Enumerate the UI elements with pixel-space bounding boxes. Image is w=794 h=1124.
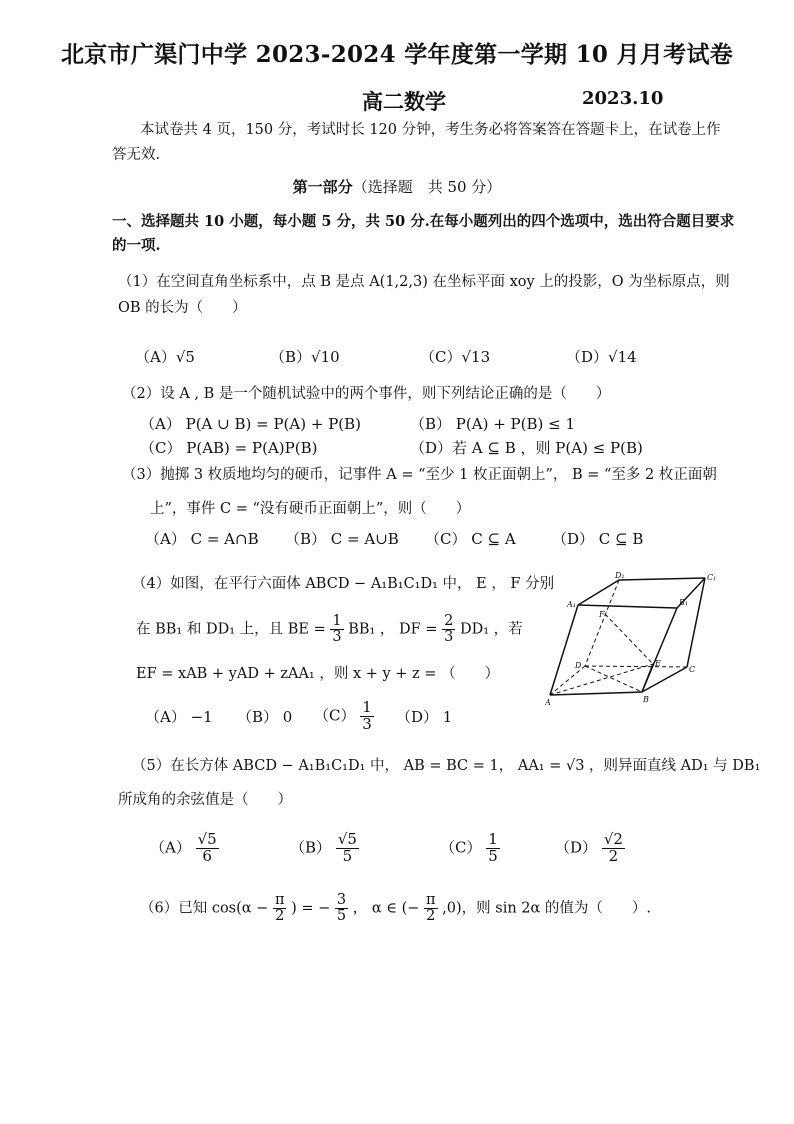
q3-option-a: （A） C = A∩B (145, 530, 259, 548)
q4-stem-2-mid: BB₁ ， DF = (348, 621, 438, 638)
fraction-numerator: π (426, 892, 436, 908)
label-f: F (599, 610, 605, 619)
q5-stem-1: （5）在长方体 ABCD − A₁B₁C₁D₁ 中， AB = BC = 1， AA₁ = √3 ，则异面直线 AD₁ 与 DB₁ (132, 758, 761, 774)
q4-fraction-two-thirds (442, 614, 455, 645)
q5-option-a-label: （A） (150, 838, 191, 857)
q2-stem: （2）设 A , B 是一个随机试验中的两个事件，则下列结论正确的是（ ） (122, 386, 611, 402)
q5-option-c-fraction (486, 832, 500, 865)
q1-option-a: （A）√5 (135, 348, 195, 366)
q4-stem-2 (136, 614, 523, 645)
q3-option-d: （D） C ⊆ B (552, 530, 644, 548)
q5-option-d-label: （D） (555, 838, 598, 857)
fraction-numerator: 3 (336, 892, 347, 908)
q2-option-c: （C） P(AB) = P(A)P(B) (140, 439, 318, 457)
q6-stem-mid2: ， α ∈ (− (352, 900, 420, 917)
q3-stem-2: 上”，事件 C = “没有硬币正面朝上”，则（ ） (150, 501, 471, 517)
q6-stem-pre: （6）已知 cos(α − (140, 900, 269, 917)
exam-title: 北京市广渠门中学 2023-2024 学年度第一学期 10 月月考试卷 (60, 41, 734, 68)
section-instruction-2: 的一项. (112, 237, 161, 254)
fraction-denominator: 2 (608, 846, 619, 865)
q4-option-b: （B） 0 (237, 708, 293, 726)
q5-stem-2: 所成角的余弦值是（ ） (118, 792, 292, 808)
fraction-denominator: 5 (336, 908, 347, 925)
label-b: B (643, 695, 649, 704)
q5-option-c (440, 832, 500, 865)
q1-stem-2: OB 的长为（ ） (118, 300, 247, 316)
fraction-numerator: √2 (603, 830, 623, 848)
q5-option-b-fraction (336, 832, 359, 865)
part-title: 第一部分 (292, 178, 353, 196)
q1-option-c: （C）√13 (420, 348, 491, 366)
q1-option-d: （D）√14 (566, 348, 637, 366)
fraction-denominator: 5 (488, 846, 498, 865)
subject-title: 高二数学 (362, 89, 446, 114)
q3-option-c: （C） C ⊆ A (425, 530, 516, 548)
q6-fraction-pi-over-2 (273, 893, 287, 924)
fraction-numerator: π (274, 892, 285, 908)
q2-option-d: （D）若 A ⊆ B ，则 P(A) ≤ P(B) (410, 439, 643, 457)
fraction-denominator: 2 (275, 908, 285, 925)
q6-fraction-pi-over-2-b (424, 893, 438, 924)
q3-option-b: （B） C = A∪B (285, 530, 399, 548)
exam-date: 2023.10 (582, 88, 664, 109)
label-c1: C₁ (707, 573, 717, 582)
q5-option-d (555, 832, 625, 865)
fraction-denominator: 2 (426, 908, 436, 925)
q5-option-a (150, 832, 219, 865)
label-a1: A₁ (567, 600, 576, 609)
fraction-numerator: 1 (488, 830, 498, 848)
label-c: C (689, 665, 696, 674)
q4-option-c (314, 700, 374, 733)
fraction-numerator: 1 (362, 698, 372, 716)
fraction-denominator: 3 (332, 629, 342, 646)
label-e: E (655, 659, 661, 668)
q6-fraction-3-over-5 (335, 893, 348, 924)
label-d1: D₁ (615, 572, 625, 580)
label-a: A (545, 698, 551, 707)
q6-stem-post: ,0)，则 sin 2α 的值为（ ）. (442, 900, 652, 917)
section-instruction-1: 一、选择题共 10 小题，每小题 5 分，共 50 分.在每小题列出的四个选项中，选出符合题目要求 (112, 213, 735, 230)
fraction-denominator: 3 (362, 714, 372, 733)
label-d: D (575, 661, 582, 670)
intro-line-2: 答无效. (112, 147, 161, 163)
q4-stem-3: EF = xAB + yAD + zAA₁ ，则 x + y + z = （ ） (136, 666, 500, 682)
q4-stem-1: （4）如图，在平行六面体 ABCD − A₁B₁C₁D₁ 中， E ， F 分别 (132, 576, 555, 592)
fraction-numerator: √5 (337, 830, 357, 848)
fraction-numerator: 1 (332, 613, 342, 629)
parallelepiped-diagram (545, 572, 720, 712)
q1-stem-1: （1）在空间直角坐标系中，点 B 是点 A(1,2,3) 在坐标平面 xoy 上的投影，O 为坐标原点，则 (118, 274, 730, 290)
q5-option-c-label: （C） (440, 838, 482, 857)
fraction-denominator: 3 (444, 629, 454, 646)
q2-option-a: （A） P(A ∪ B) = P(A) + P(B) (140, 415, 362, 433)
intro-line-1: 本试卷共 4 页，150 分，考试时长 120 分钟，考生务必将答案答在答题卡上，在试卷上作 (140, 122, 721, 138)
q4-option-c-label: （C） (314, 706, 356, 725)
q4-stem-2-pre: 在 BB₁ 和 DD₁ 上，且 BE = (136, 621, 326, 638)
q5-option-a-fraction (196, 832, 219, 865)
fraction-denominator: 6 (202, 846, 212, 865)
q2-option-b: （B） P(A) + P(B) ≤ 1 (410, 415, 575, 433)
q4-option-a: （A） −1 (145, 708, 213, 726)
fraction-numerator: 2 (444, 613, 454, 629)
q4-fraction-one-third (330, 614, 343, 645)
fraction-numerator: √5 (197, 830, 217, 848)
q5-option-b-label: （B） (290, 838, 332, 857)
q5-option-b (290, 832, 359, 865)
q4-option-c-fraction (360, 700, 374, 733)
fraction-denominator: 5 (342, 846, 353, 865)
q3-stem-1: （3）抛掷 3 枚质地均匀的硬币，记事件 A = “至少 1 枚正面朝上”， B = “至多 2 枚正面朝 (122, 467, 717, 483)
q6-stem (140, 893, 651, 924)
part-heading (0, 176, 794, 197)
q6-stem-mid1: ) = − (291, 900, 331, 917)
part-note: （选择题 共 50 分） (352, 178, 502, 196)
label-b1: B₁ (679, 598, 689, 607)
q5-option-d-fraction (602, 832, 625, 865)
q4-stem-2-post: DD₁ ，若 (459, 621, 523, 638)
q4-option-d: （D） 1 (396, 708, 453, 726)
q1-option-b: （B）√10 (270, 348, 340, 366)
